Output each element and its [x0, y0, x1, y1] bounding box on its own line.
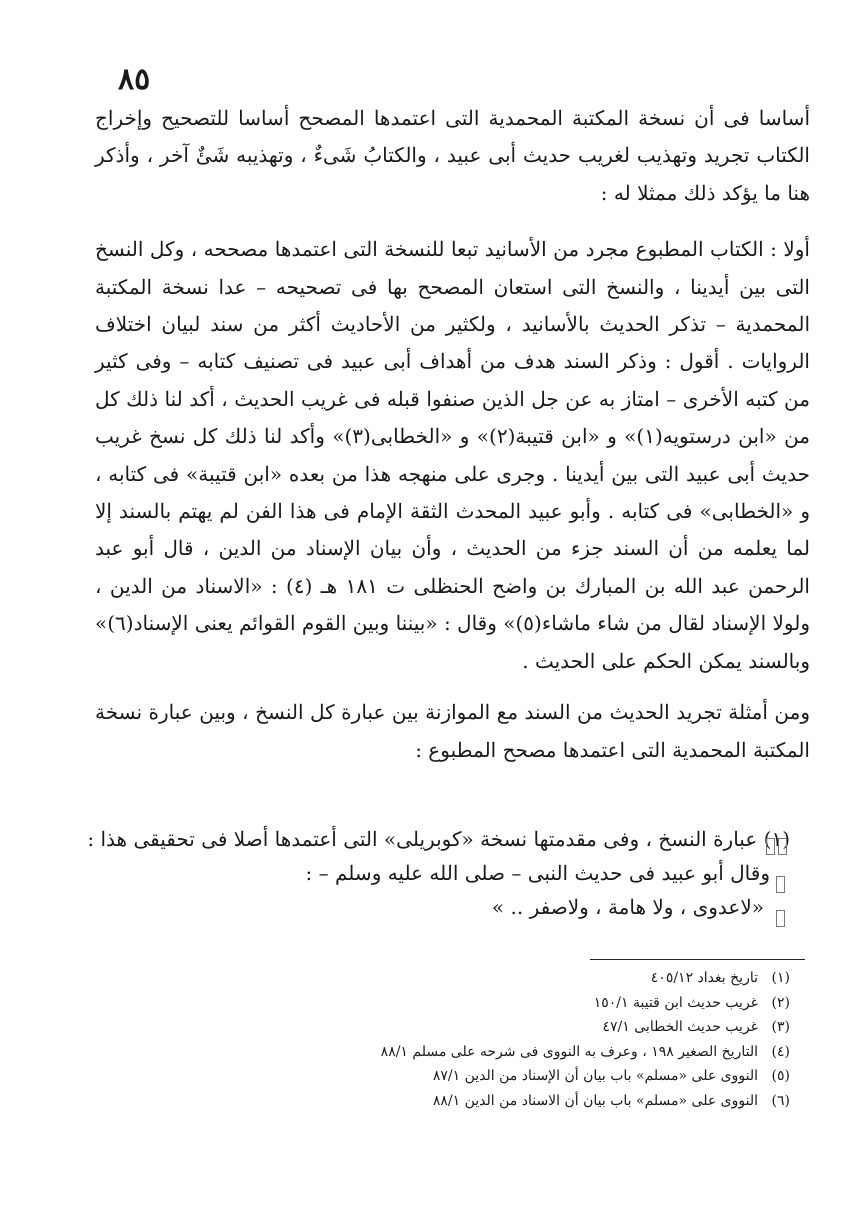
footnote	[280, 1015, 790, 1040]
footnote	[280, 991, 790, 1016]
footnote-text: النووى على «مسلم» باب بيان أن الاسناد من الدين ٨٨/١	[432, 1092, 758, 1109]
margin-bracket-mark	[766, 838, 775, 855]
footnote	[280, 1064, 790, 1089]
footnote-number: (٣)	[771, 1019, 790, 1035]
footnotes	[280, 966, 790, 1113]
quote-block	[87, 822, 790, 924]
footnote-number: (٢)	[771, 994, 790, 1011]
margin-bracket-mark	[776, 910, 785, 927]
footnote-text: غريب حديث ابن قتيبة ١٥٠/١	[593, 994, 758, 1011]
paragraph-first-point: أولا : الكتاب المطبوع مجرد من الأسانيد تبعا للنسخة التى اعتمدها مصححه ، وكل النسخ التى بين أيدينا ، والنسخ التى استعان المصحح بها فى تصحيحه – عدا نسخة المكتبة المحمدية – تذكر الحديث بالأسانيد ، ولكثير من الأحاديث أكثر من سند لبيان اختلاف الروايات . أقول : وذكر السند هدف من أهداف أبى عبيد فى تصنيف كتابه – وفى كثير من كتبه الأخرى – امتاز به عن جل الذين صنفوا قبله فى غريب الحديث ، أكد لنا ذلك كل من «ابن درستويه(١)» و «ابن قتيبة(٢)» و «الخطابى(٣)» وأكد لنا ذلك كل نسخ غريب حديث أبى عبيد التى بين أيدينا . وجرى على منهجه هذا من بعده «ابن قتيبة» فى كتابه ، و «الخطابى» فى كتابه . وأبو عبيد المحدث الثقة الإمام فى هذا الفن لم يهتم بالسند إلا لما يعلمه من أن السند جزء من الحديث ، وأن بيان الإسناد من الدين ، قال أبو عبد الرحمن عبد الله بن المبارك بن واضح الحنظلى ت ١٨١ هـ (٤) : «الاسناد من الدين ، ولولا الإسناد لقال من شاء ماشاء(٥)» وقال : «بيننا وبين القوم القوائم يعنى الإسناد(٦)» وبالسند يمكن الحكم على الحديث .	[95, 237, 811, 673]
footnote-number: (٤)	[771, 1043, 790, 1060]
footnote-text: غريب حديث الخطابى ٤٧/١	[602, 1019, 758, 1035]
footnote	[280, 966, 790, 991]
footnote-divider	[590, 959, 805, 960]
footnote	[280, 1040, 790, 1065]
footnote-number: (٦)	[771, 1092, 790, 1109]
footnote	[280, 1089, 790, 1114]
footnote-number: (٥)	[771, 1068, 790, 1084]
body-text	[95, 100, 810, 769]
quote-line: (١) عبارة النسخ ، وفى مقدمتها نسخة «كوبريلى» التى أعتمدها أصلا فى تحقيقى هذا :	[87, 827, 790, 851]
margin-bracket-mark	[778, 838, 787, 855]
quote-line: وقال أبو عبيد فى حديث النبى – صلى الله عليه وسلم – :	[305, 861, 770, 885]
footnote-text: النووى على «مسلم» باب بيان أن الإسناد من الدين ٨٧/١	[432, 1068, 758, 1084]
margin-bracket-mark	[776, 876, 785, 893]
footnote-text: تاريخ بغداد ٤٠٥/١٢	[650, 970, 758, 986]
paragraph-examples: ومن أمثلة تجريد الحديث من السند مع الموازنة بين عبارة كل النسخ ، وبين عبارة نسخة المكتبة المحمدية التى اعتمدها مصحح المطبوع :	[95, 700, 810, 762]
quote-line: «لاعدوى ، ولا هامة ، ولاصفر .. »	[491, 895, 764, 919]
paragraph-intro: أساسا فى أن نسخة المكتبة المحمدية التى اعتمدها المصحح أساسا للتصحيح وإخراج الكتاب تجريد وتهذيب لغريب حديث أبى عبيد ، والكتابُ شَىءٌ ، وتهذيبه شَئٌ آخر ، وأذكر هنا ما يؤكد ذلك ممثلا له :	[95, 106, 810, 205]
page-number: ٨٥	[118, 62, 151, 97]
footnote-number: (١)	[771, 970, 790, 986]
footnote-text: التاريخ الصغير ١٩٨ ، وعرف به النووى فى شرحه على مسلم ٨٨/١	[380, 1043, 758, 1060]
